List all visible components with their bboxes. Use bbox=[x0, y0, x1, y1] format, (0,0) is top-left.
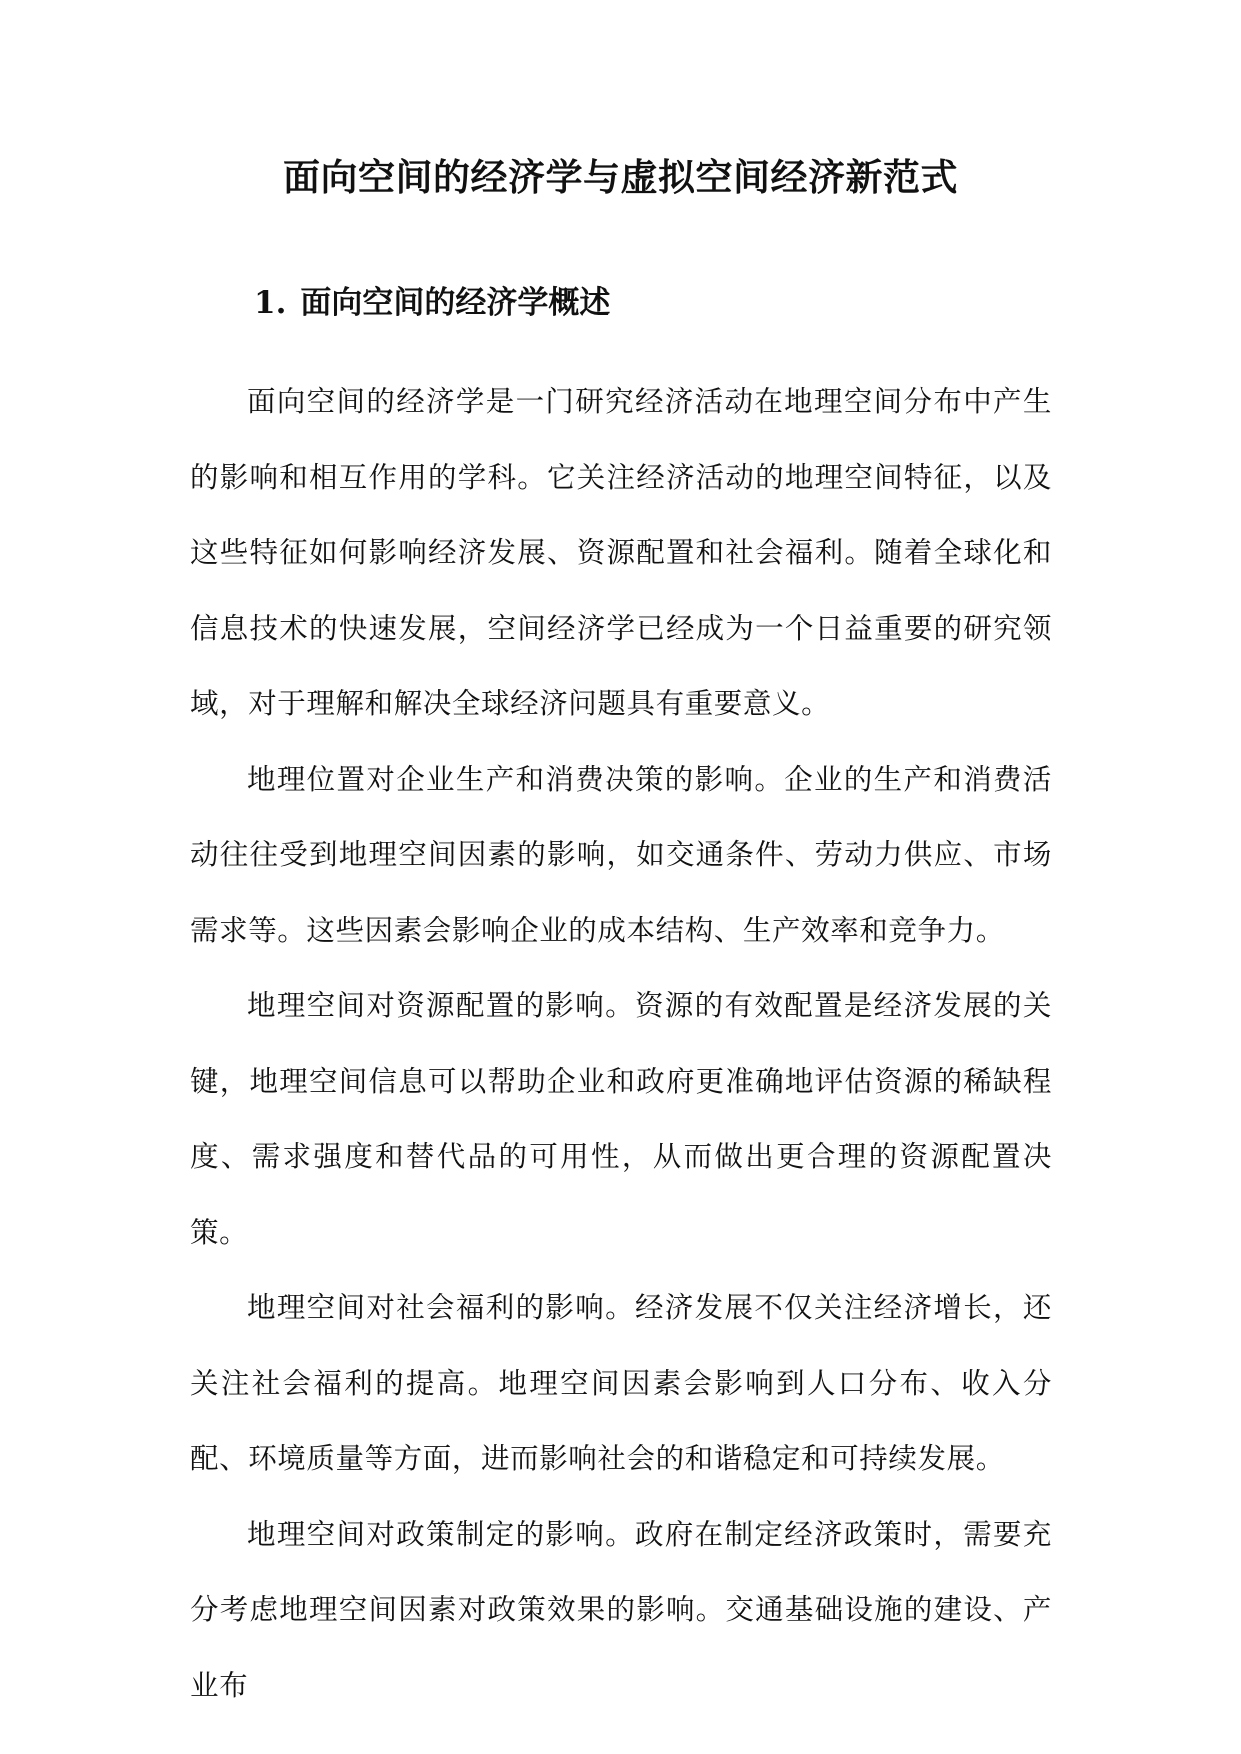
paragraph: 地理空间对社会福利的影响。经济发展不仅关注经济增长，还关注社会福利的提高。地理空间因素会影响到人口分布、收入分配、环境质量等方面，进而影响社会的和谐稳定和可持续发展。 bbox=[190, 1291, 1052, 1475]
section-heading bbox=[254, 278, 610, 328]
paragraph: 地理位置对企业生产和消费决策的影响。企业的生产和消费活动往往受到地理空间因素的影响，如交通条件、劳动力供应、市场需求等。这些因素会影响企业的成本结构、生产效率和竞争力。 bbox=[190, 762, 1052, 947]
document-title: 面向空间的经济学与虚拟空间经济新范式 bbox=[283, 156, 958, 199]
body-text bbox=[190, 364, 1052, 1723]
paragraph: 地理空间对资源配置的影响。资源的有效配置是经济发展的关键，地理空间信息可以帮助企业和政府更准确地评估资源的稀缺程度、需求强度和替代品的可用性，从而做出更合理的资源配置决策。 bbox=[190, 989, 1052, 1249]
paragraph: 地理空间对政策制定的影响。政府在制定经济政策时，需要充分考虑地理空间因素对政策效果的影响。交通基础设施的建设、产业布 bbox=[190, 1517, 1052, 1702]
section-title: 面向空间的经济学概述 bbox=[300, 285, 611, 321]
section-number: 1. bbox=[254, 285, 287, 321]
paragraph: 面向空间的经济学是一门研究经济活动在地理空间分布中产生的影响和相互作用的学科。它关注经济活动的地理空间特征，以及这些特征如何影响经济发展、资源配置和社会福利。随着全球化和信息技术的快速发展，空间经济学已经成为一个日益重要的研究领域，对于理解和解决全球经济问题具有重要意义。 bbox=[190, 385, 1052, 720]
